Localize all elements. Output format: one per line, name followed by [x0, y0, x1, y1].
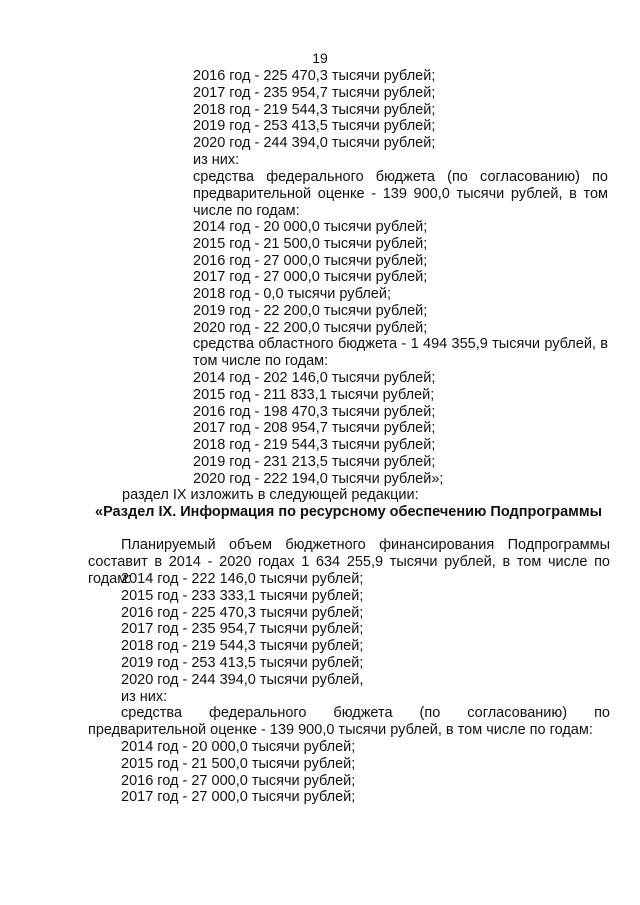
list-item: 2020 год - 222 194,0 тысячи рублей»; [193, 470, 444, 487]
list-item: 2014 год - 20 000,0 тысячи рублей; [121, 739, 356, 755]
list-item: 2018 год - 0,0 тысячи рублей; [193, 286, 392, 303]
regional-year-list [193, 370, 443, 488]
list-item: 2020 год - 244 394,0 тысячи рублей, [121, 671, 364, 688]
list-item: 2016 год - 27 000,0 тысячи рублей; [193, 252, 428, 269]
federal-year-list-2 [121, 739, 355, 806]
list-item: 2015 год - 211 833,1 тысячи рублей; [193, 386, 435, 403]
list-item: 2018 год - 219 544,3 тысячи рублей; [121, 638, 364, 655]
list-item: 2020 год - 22 200,0 тысячи рублей; [193, 319, 428, 336]
page-number: 19 [312, 50, 328, 66]
list-item: 2014 год - 20 000,0 тысячи рублей; [193, 219, 428, 235]
section-heading: «Раздел IX. Информация по ресурсному обеспечению Подпрограммы [95, 504, 602, 520]
regional-budget-paragraph: средства областного бюджета - 1 494 355,9 тысячи рублей, в том числе по годам: [193, 336, 608, 369]
list-item: 2018 год - 219 544,3 тысячи рублей; [193, 437, 436, 454]
list-item: 2019 год - 22 200,0 тысячи рублей; [193, 302, 428, 319]
section-instruction: раздел IX изложить в следующей редакции: [122, 487, 419, 503]
federal-budget-paragraph: средства федерального бюджета (по согласованию) по предварительной оценке - 139 900,0 тысячи рублей, в том числе по годам: [193, 169, 608, 219]
list-item: 2017 год - 235 954,7 тысячи рублей; [121, 621, 364, 638]
list-item: 2015 год - 21 500,0 тысячи рублей; [121, 755, 356, 772]
list-item: 2014 год - 222 146,0 тысячи рублей; [121, 571, 364, 587]
list-item: 2014 год - 202 146,0 тысячи рублей; [193, 370, 436, 386]
planned-financing-paragraph: Планируемый объем бюджетного финансирования Подпрограммы составит в 2014 - 2020 годах 1 634 255,9 тысячи рублей, в том числе по годам: [88, 537, 610, 587]
list-item: 2016 год - 225 470,3 тысячи рублей; [193, 68, 436, 84]
federal-budget-paragraph-2: средства федерального бюджета (по согласованию) по предварительной оценке - 139 900,0 тысячи рублей, в том числе по годам: [88, 705, 610, 738]
list-item: 2019 год - 231 213,5 тысячи рублей; [193, 453, 436, 470]
list-item: 2017 год - 27 000,0 тысячи рублей; [121, 789, 356, 806]
list-item: 2016 год - 27 000,0 тысячи рублей; [121, 772, 356, 789]
list-item: 2018 год - 219 544,3 тысячи рублей; [193, 101, 436, 118]
list-item: 2017 год - 27 000,0 тысячи рублей; [193, 269, 428, 286]
list-item: 2016 год - 225 470,3 тысячи рублей; [121, 604, 364, 621]
top-year-list [193, 68, 435, 169]
list-item: 2017 год - 235 954,7 тысячи рублей; [193, 84, 436, 101]
list-item: 2015 год - 233 333,1 тысячи рублей; [121, 587, 364, 604]
list-item: 2016 год - 198 470,3 тысячи рублей; [193, 403, 436, 420]
list-item: 2019 год - 253 413,5 тысячи рублей; [121, 654, 364, 671]
planned-year-list [121, 571, 363, 705]
federal-year-list [193, 219, 427, 337]
list-item: 2015 год - 21 500,0 тысячи рублей; [193, 235, 428, 252]
list-item: 2017 год - 208 954,7 тысячи рублей; [193, 420, 436, 437]
list-item: из них: [121, 688, 168, 705]
list-item: 2020 год - 244 394,0 тысячи рублей; [193, 135, 436, 152]
list-item: из них: [193, 151, 240, 168]
list-item: 2019 год - 253 413,5 тысячи рублей; [193, 118, 436, 135]
